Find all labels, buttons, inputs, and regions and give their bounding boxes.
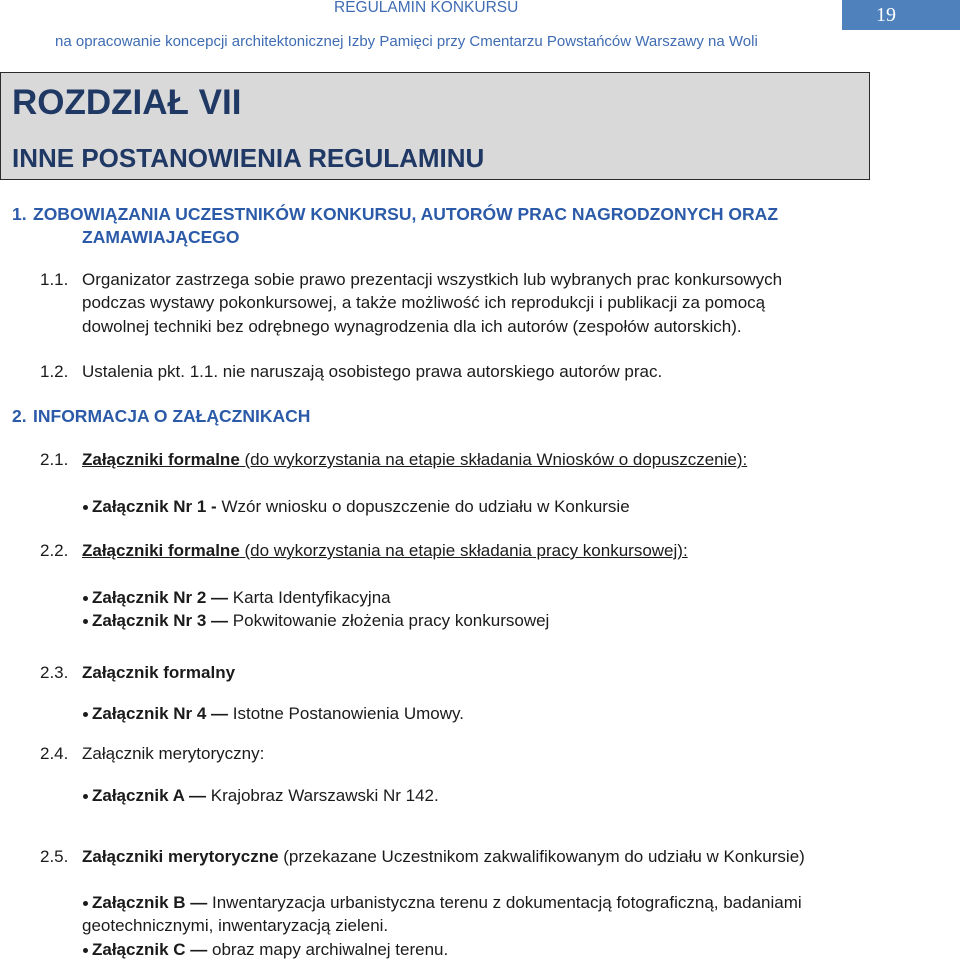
item-number: 2.3. (40, 663, 69, 682)
attachment-item (92, 611, 549, 631)
item-number: 2.2. (40, 541, 69, 560)
attachment-name: Załącznik B — (92, 893, 208, 912)
paragraph-line: dowolnej techniki bez odrębnego wynagrodzenia dla ich autorów (zespołów autorskich). (82, 317, 742, 336)
attachment-desc: Krajobraz Warszawski Nr 142. (210, 786, 439, 805)
attachment-item (92, 588, 391, 608)
section-title: INFORMACJA O ZAŁĄCZNIKACH (33, 406, 311, 426)
item-lead: Załączniki formalne (82, 450, 240, 469)
attachment-name: Załącznik Nr 2 — (92, 588, 229, 607)
attachment-name: Załącznik Nr 1 - (92, 497, 217, 516)
item-text: (do wykorzystania na etapie składania pracy konkursowej): (244, 541, 688, 560)
page-number: 19 (876, 4, 896, 26)
section-title-line: ZAMAWIAJĄCEGO (82, 227, 240, 247)
item-text: Załącznik merytoryczny: (82, 744, 265, 763)
attachment-name: Załącznik Nr 3 — (92, 611, 229, 630)
item-heading (82, 450, 747, 470)
item-number: 2.5. (40, 847, 69, 866)
item-number: 1.2. (40, 362, 69, 381)
attachment-name: Załącznik C — (92, 940, 208, 959)
bullet-icon (83, 794, 88, 799)
item-text: (do wykorzystania na etapie składania Wniosków o dopuszczenie): (244, 450, 748, 469)
bullet-icon (83, 712, 88, 717)
chapter-title: INNE POSTANOWIENIA REGULAMINU (12, 143, 485, 173)
item-number: 2.1. (40, 450, 69, 469)
attachment-item (92, 893, 802, 913)
item-lead: Załączniki formalne (82, 541, 240, 560)
chapter-label: ROZDZIAŁ VII (12, 83, 242, 122)
attachment-item (92, 704, 464, 724)
item-heading (82, 541, 688, 561)
bullet-icon (83, 505, 88, 510)
bullet-icon (83, 596, 88, 601)
attachment-desc: Karta Identyfikacyjna (232, 588, 391, 607)
attachment-item (92, 940, 448, 960)
item-heading (82, 847, 805, 867)
section-number: 1. (12, 204, 27, 224)
paragraph-line: Ustalenia pkt. 1.1. nie naruszają osobistego prawa autorskiego autorów prac. (82, 362, 663, 381)
bullet-icon (83, 901, 88, 906)
item-number: 2.4. (40, 744, 69, 763)
item-number: 1.1. (40, 270, 69, 289)
bullet-icon (83, 619, 88, 624)
header-subtitle: na opracowanie koncepcji architektonicznej Izby Pamięci przy Cmentarzu Powstańców Warszawy na Woli (55, 33, 758, 50)
attachment-name: Załącznik Nr 4 — (92, 704, 229, 723)
section-title-line: ZOBOWIĄZANIA UCZESTNIKÓW KONKURSU, AUTORÓW PRAC NAGRODZONYCH ORAZ (33, 204, 779, 224)
attachment-desc-continuation: geotechnicznymi, inwentaryzacją zieleni. (82, 916, 389, 935)
header-title: REGULAMIN KONKURSU (334, 0, 519, 16)
item-lead: Załącznik formalny (82, 663, 236, 682)
attachment-item (92, 786, 439, 806)
page-number-tab (842, 0, 960, 30)
item-lead: Załączniki merytoryczne (82, 847, 279, 866)
paragraph-line: podczas wystawy pokonkursowej, a także możliwość ich reprodukcji i publikacji za pomocą (82, 293, 766, 312)
chapter-heading-box (0, 72, 870, 180)
attachment-name: Załącznik A — (92, 786, 206, 805)
section-number: 2. (12, 406, 27, 426)
attachment-desc: Istotne Postanowienia Umowy. (232, 704, 464, 723)
attachment-desc: Wzór wniosku o dopuszczenie do udziału w Konkursie (221, 497, 630, 516)
paragraph-line: Organizator zastrzega sobie prawo prezentacji wszystkich lub wybranych prac konkursowych (82, 270, 783, 289)
attachment-desc: Pokwitowanie złożenia pracy konkursowej (232, 611, 550, 630)
attachment-item (92, 497, 630, 517)
attachment-desc: obraz mapy archiwalnej terenu. (212, 940, 449, 959)
item-text: (przekazane Uczestnikom zakwalifikowanym do udziału w Konkursie) (283, 847, 805, 866)
attachment-desc: Inwentaryzacja urbanistyczna terenu z dokumentacją fotograficzną, badaniami (212, 893, 802, 912)
bullet-icon (83, 948, 88, 953)
